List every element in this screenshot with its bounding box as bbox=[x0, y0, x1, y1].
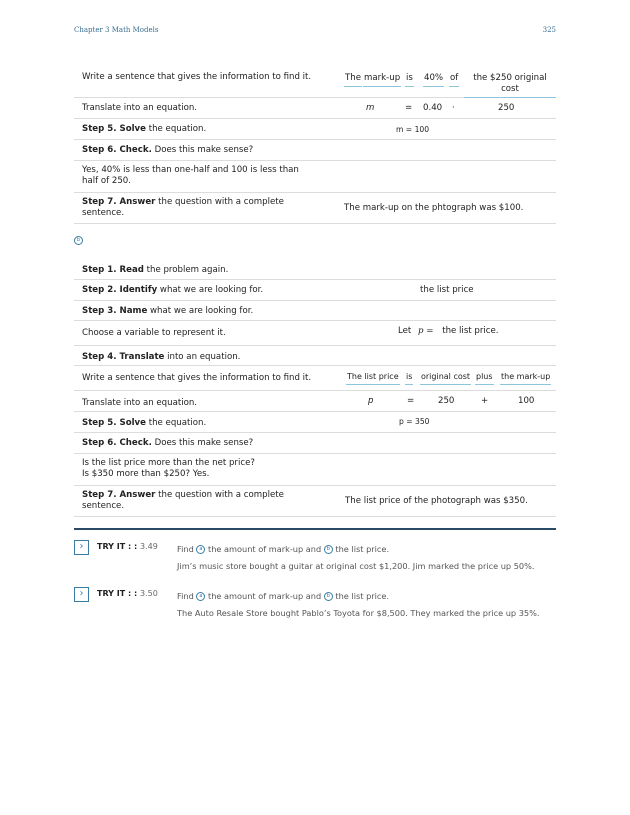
step6-label bbox=[82, 145, 317, 156]
try-it-problem: Jim’s music store bought a guitar at original cost $1,200. Jim marked the price up 50%. bbox=[177, 561, 535, 571]
step-text: Does this make sense? bbox=[151, 438, 254, 448]
try-it-number: 3.49 bbox=[139, 542, 158, 551]
part-a-step7-row bbox=[74, 193, 556, 224]
find-text: the list price. bbox=[335, 544, 390, 554]
page-number: 325 bbox=[542, 26, 556, 34]
equation-term: 250 bbox=[438, 396, 455, 406]
step1-row bbox=[74, 260, 556, 280]
step6-row bbox=[74, 433, 556, 454]
step2-value: the list price bbox=[420, 285, 474, 295]
find-text: the list price. bbox=[335, 591, 390, 601]
part-b-badge: b bbox=[74, 236, 83, 245]
try-it-label-text: TRY IT : : bbox=[97, 589, 138, 598]
sentence-word: the mark-up bbox=[500, 371, 551, 385]
sentence-word: mark-up bbox=[363, 73, 401, 87]
step-text: the question with a complete sentence. bbox=[82, 490, 284, 511]
equation-term: = bbox=[405, 103, 413, 113]
step4-label bbox=[82, 352, 317, 363]
equation-term: + bbox=[481, 396, 489, 406]
step2-row bbox=[74, 280, 556, 301]
step-title: Step 4. Translate bbox=[82, 352, 165, 362]
part-a-check-row bbox=[74, 161, 556, 193]
part-a-marker: a bbox=[196, 592, 205, 601]
step-text: the question with a complete sentence. bbox=[82, 197, 284, 218]
equation-term: 250 bbox=[498, 103, 515, 113]
translate-label: Translate into an equation. bbox=[82, 103, 198, 113]
write-row bbox=[74, 366, 556, 391]
try-it-label bbox=[97, 589, 158, 598]
part-a-step5-row bbox=[74, 119, 556, 140]
check-row bbox=[74, 454, 556, 486]
step2-label bbox=[82, 285, 317, 296]
write-label: Write a sentence that gives the information to find it. bbox=[82, 72, 312, 82]
equation-term: 0.40 bbox=[423, 103, 443, 113]
step5-value: p = 350 bbox=[399, 417, 430, 426]
step-title: Step 2. Identify bbox=[82, 285, 158, 295]
let-text: the list price. bbox=[442, 326, 499, 336]
step-title: Step 1. Read bbox=[82, 265, 144, 275]
find-text: the amount of mark-up and bbox=[208, 591, 322, 601]
let-statement bbox=[398, 326, 518, 337]
chevron-right-icon[interactable]: › bbox=[74, 587, 89, 602]
translate-label: Translate into an equation. bbox=[82, 398, 198, 408]
step7-label bbox=[82, 490, 297, 512]
part-a-step6-row bbox=[74, 140, 556, 161]
sentence-word: plus bbox=[475, 371, 494, 385]
find-text: the amount of mark-up and bbox=[208, 544, 322, 554]
part-a-table bbox=[74, 64, 556, 224]
find-word: Find bbox=[177, 591, 194, 601]
equation-term: m bbox=[366, 103, 375, 113]
part-b-marker: b bbox=[324, 545, 333, 554]
sentence-word: is bbox=[405, 73, 414, 87]
step7-label bbox=[82, 197, 297, 219]
choose-row bbox=[74, 321, 556, 346]
step-text: into an equation. bbox=[164, 352, 241, 362]
sentence-word: original cost bbox=[420, 371, 471, 385]
choose-label: Choose a variable to represent it. bbox=[82, 328, 226, 338]
step-text: Does this make sense? bbox=[151, 145, 254, 155]
part-a-translate-row bbox=[74, 98, 556, 119]
chapter-header: Chapter 3 Math Models bbox=[74, 26, 159, 34]
step7-row bbox=[74, 486, 556, 517]
sentence-word: 40% bbox=[423, 73, 444, 87]
equation-term: p bbox=[368, 396, 374, 406]
step-text: the equation. bbox=[145, 418, 207, 428]
step-title: Step 5. Solve bbox=[82, 124, 146, 134]
step-title: Step 5. Solve bbox=[82, 418, 146, 428]
step-title: Step 6. Check. bbox=[82, 145, 152, 155]
step4-row bbox=[74, 346, 556, 366]
sentence-word: The bbox=[344, 73, 362, 87]
equation-term: 100 bbox=[518, 396, 535, 406]
step-text: what we are looking for. bbox=[157, 285, 264, 295]
try-it-label-text: TRY IT : : bbox=[97, 542, 138, 551]
answer-a: The mark-up on the phtograph was $100. bbox=[344, 203, 524, 213]
part-b-marker: b bbox=[324, 592, 333, 601]
step1-label bbox=[82, 265, 317, 276]
try-it-3-50 bbox=[74, 587, 556, 621]
step5-label bbox=[82, 124, 317, 135]
try-it-label bbox=[97, 542, 158, 551]
check-line-2: Is $350 more than $250? Yes. bbox=[82, 469, 210, 479]
check-line-1: Is the list price more than the net price? bbox=[82, 458, 255, 468]
chevron-right-icon[interactable]: › bbox=[74, 540, 89, 555]
equation-term: · bbox=[452, 103, 455, 113]
sentence-word: is bbox=[405, 371, 413, 385]
step-title: Step 6. Check. bbox=[82, 438, 152, 448]
find-word: Find bbox=[177, 544, 194, 554]
let-word: Let bbox=[398, 326, 412, 336]
step-title: Step 7. Answer bbox=[82, 490, 156, 500]
write-label: Write a sentence that gives the information to find it. bbox=[82, 373, 312, 383]
sentence-word: The list price bbox=[346, 371, 400, 385]
part-a-write-row bbox=[74, 64, 556, 98]
try-it-number: 3.50 bbox=[139, 589, 158, 598]
sentence-word: of bbox=[449, 73, 459, 87]
try-it-instruction bbox=[177, 544, 389, 554]
step-text: the equation. bbox=[145, 124, 207, 134]
let-variable: p = bbox=[418, 326, 434, 336]
try-it-3-49 bbox=[74, 540, 556, 574]
step-title: Step 7. Answer bbox=[82, 197, 156, 207]
step5-value: m = 100 bbox=[396, 125, 430, 134]
section-divider bbox=[74, 528, 556, 530]
part-b-table bbox=[74, 260, 556, 517]
step5-row bbox=[74, 412, 556, 433]
step5-label bbox=[82, 418, 317, 429]
part-a-marker: a bbox=[196, 545, 205, 554]
translate-row bbox=[74, 391, 556, 412]
step3-row bbox=[74, 301, 556, 321]
step3-label bbox=[82, 306, 317, 317]
equation-term: = bbox=[407, 396, 415, 406]
sentence-word: the $250 original cost bbox=[464, 73, 556, 98]
answer-b: The list price of the photograph was $350. bbox=[345, 496, 528, 506]
step-text: the problem again. bbox=[143, 265, 229, 275]
step6-label bbox=[82, 438, 317, 449]
step-title: Step 3. Name bbox=[82, 306, 148, 316]
try-it-instruction bbox=[177, 591, 389, 601]
check-text: Yes, 40% is less than one-half and 100 is less than half of 250. bbox=[82, 165, 299, 186]
step-text: what we are looking for. bbox=[147, 306, 254, 316]
try-it-problem: The Auto Resale Store bought Pablo’s Toyota for $8,500. They marked the price up 35%. bbox=[177, 608, 540, 618]
